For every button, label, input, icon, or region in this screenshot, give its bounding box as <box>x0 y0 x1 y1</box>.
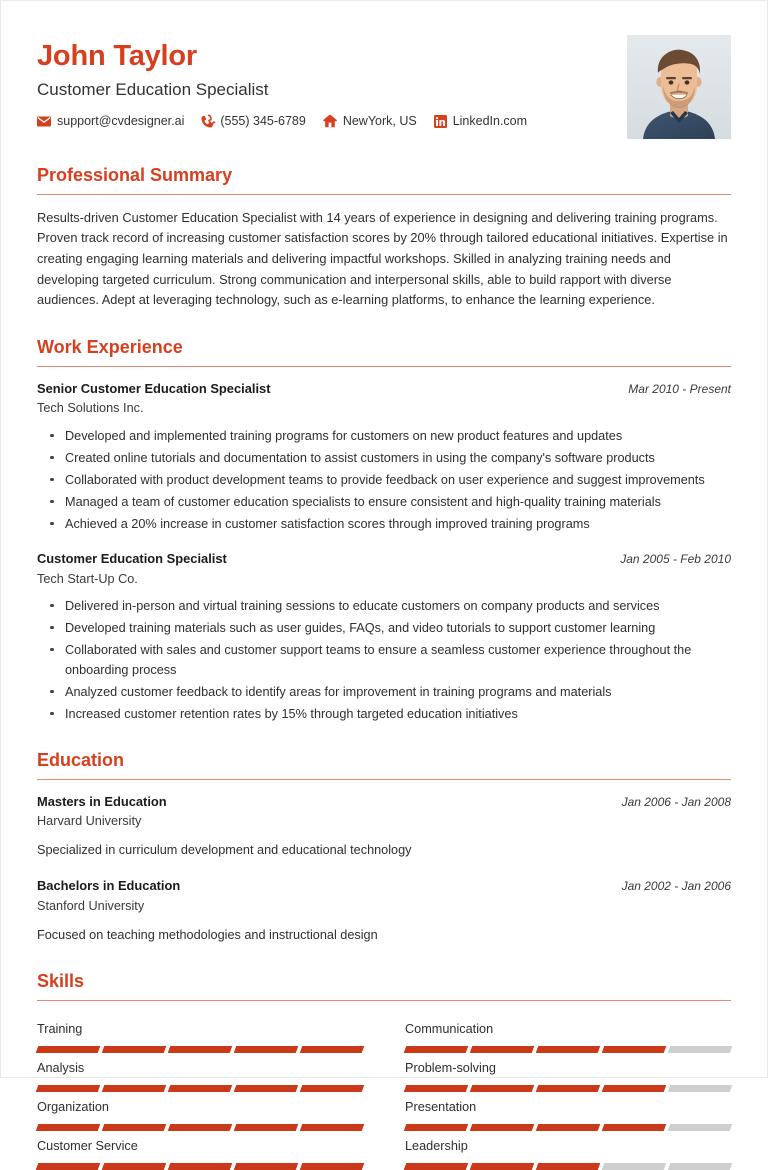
education-school: Harvard University <box>37 814 142 829</box>
skill-rating-bar <box>37 1085 363 1092</box>
education-entry-head <box>37 793 731 812</box>
list-item: Analyzed customer feedback to identify areas for improvement in training programs and materials <box>63 682 731 702</box>
section-title-work: Work Experience <box>37 337 183 358</box>
skill-rating-segment <box>668 1163 733 1170</box>
skill-name: Customer Service <box>37 1139 138 1154</box>
section-divider <box>37 1000 731 1001</box>
header-text-block <box>37 29 527 128</box>
skill-rating-segment <box>168 1085 233 1092</box>
list-item: Achieved a 20% increase in customer satisfaction scores through improved training programs <box>63 514 731 534</box>
work-entry <box>37 380 731 534</box>
skill-name: Organization <box>37 1100 109 1115</box>
skill-rating-bar <box>405 1046 731 1053</box>
list-item: Increased customer retention rates by 15% through targeted education initiatives <box>63 704 731 724</box>
education-entry <box>37 793 731 861</box>
work-bullets <box>37 426 731 534</box>
linkedin-icon <box>434 115 447 128</box>
avatar <box>627 35 731 139</box>
skill-rating-segment <box>536 1163 601 1170</box>
skill-rating-segment <box>102 1085 167 1092</box>
list-item: Created online tutorials and documentation to assist customers in using the company's software products <box>63 448 731 468</box>
skill-rating-segment <box>404 1046 469 1053</box>
skill-rating-segment <box>234 1124 299 1131</box>
education-entry-head <box>37 877 731 896</box>
skill-name: Presentation <box>405 1100 477 1115</box>
section-divider <box>37 366 731 367</box>
skill-rating-segment <box>234 1163 299 1170</box>
skill-rating-bar <box>37 1046 363 1053</box>
skill-rating-segment <box>602 1085 667 1092</box>
skill-rating-segment <box>602 1124 667 1131</box>
skill-name: Analysis <box>37 1061 85 1076</box>
skill-rating-segment <box>300 1124 365 1131</box>
skill-rating-bar <box>405 1085 731 1092</box>
work-entry <box>37 550 731 724</box>
list-item: Collaborated with sales and customer support teams to ensure a seamless customer experience throughout the onboarding process <box>63 640 731 680</box>
resume-header <box>37 29 731 139</box>
skill-rating-segment <box>470 1046 535 1053</box>
skill-item <box>37 1092 363 1131</box>
skill-rating-segment <box>102 1163 167 1170</box>
contact-row <box>37 114 527 128</box>
home-icon <box>323 115 337 128</box>
education-entry <box>37 877 731 945</box>
skill-rating-segment <box>168 1046 233 1053</box>
section-skills <box>37 971 731 1170</box>
skill-rating-segment <box>102 1046 167 1053</box>
education-school: Stanford University <box>37 898 145 913</box>
skill-rating-segment <box>536 1085 601 1092</box>
work-entry-head <box>37 550 731 569</box>
skill-rating-bar <box>37 1163 363 1170</box>
section-title-summary: Professional Summary <box>37 165 233 185</box>
skill-item <box>37 1053 363 1092</box>
work-date: Mar 2010 - Present <box>628 381 731 396</box>
skill-rating-bar <box>37 1124 363 1131</box>
skill-rating-segment <box>470 1163 535 1170</box>
skill-item <box>405 1053 731 1092</box>
education-description: Specialized in curriculum development and educational technology <box>37 843 412 858</box>
skill-rating-segment <box>470 1085 535 1092</box>
phone-icon <box>201 115 214 128</box>
skill-rating-segment <box>536 1124 601 1131</box>
education-date: Jan 2006 - Jan 2008 <box>621 794 731 809</box>
work-bullets <box>37 596 731 724</box>
work-entry-head <box>37 380 731 399</box>
skill-rating-segment <box>300 1046 365 1053</box>
skill-item <box>405 1092 731 1131</box>
section-professional-summary <box>37 165 731 311</box>
section-title-education: Education <box>37 749 125 770</box>
work-role: Customer Education Specialist <box>37 550 227 566</box>
list-item: Collaborated with product development teams to provide feedback on user experience and suggest improvements <box>63 470 731 490</box>
skill-rating-segment <box>602 1163 667 1170</box>
contact-location[interactable] <box>323 114 417 128</box>
work-company: Tech Solutions Inc. <box>37 401 144 416</box>
skill-rating-segment <box>470 1124 535 1131</box>
list-item: Managed a team of customer education specialists to ensure consistent and high-quality training materials <box>63 492 731 512</box>
education-description: Focused on teaching methodologies and instructional design <box>37 927 378 942</box>
skill-rating-segment <box>668 1085 733 1092</box>
skill-name: Problem-solving <box>405 1061 496 1076</box>
contact-location-text: NewYork, US <box>342 114 417 129</box>
education-degree: Bachelors in Education <box>37 878 181 893</box>
section-work-experience <box>37 337 731 724</box>
skill-rating-segment <box>668 1124 733 1131</box>
list-item: Delivered in-person and virtual training sessions to educate customers on company products and services <box>63 596 731 616</box>
skill-rating-segment <box>300 1163 365 1170</box>
skill-item <box>37 1014 363 1053</box>
section-divider <box>37 779 731 780</box>
skill-rating-segment <box>300 1085 365 1092</box>
list-item: Developed and implemented training programs for customers on new product features and updates <box>63 426 731 446</box>
skill-rating-bar <box>405 1124 731 1131</box>
skill-rating-bar <box>405 1163 731 1170</box>
skill-name: Communication <box>405 1022 494 1037</box>
envelope-icon <box>37 116 51 127</box>
skill-rating-segment <box>36 1163 101 1170</box>
skill-rating-segment <box>102 1124 167 1131</box>
skill-rating-segment <box>404 1124 469 1131</box>
education-degree: Masters in Education <box>37 793 167 809</box>
skill-name: Leadership <box>405 1139 468 1154</box>
contact-phone-text: (555) 345-6789 <box>220 114 306 129</box>
skill-rating-segment <box>668 1046 733 1053</box>
summary-text: Results-driven Customer Education Specialist with 14 years of experience in designing and delivering training programs. Proven track record of increasing customer satisfaction scores by 20% through tailored educational initiatives. Expertise in creating engaging learning materials and delivering impactful workshops. Skilled in analyzing training needs and developing targeted curriculum. Strong communication and interpersonal skills, able to build rapport with diverse audiences. Adept at leveraging technology, such as e-learning platforms, to enhance the learning experience. <box>37 209 728 308</box>
skill-rating-segment <box>536 1046 601 1053</box>
section-divider <box>37 194 731 195</box>
skill-rating-segment <box>404 1085 469 1092</box>
contact-email[interactable] <box>37 114 184 128</box>
candidate-name: John Taylor <box>37 40 198 72</box>
skill-rating-segment <box>36 1085 101 1092</box>
skills-grid <box>37 1014 731 1170</box>
contact-linkedin-text: LinkedIn.com <box>452 114 528 129</box>
candidate-job-title: Customer Education Specialist <box>37 79 269 99</box>
skill-rating-segment <box>234 1046 299 1053</box>
skill-rating-segment <box>168 1124 233 1131</box>
skill-rating-segment <box>404 1163 469 1170</box>
work-role: Senior Customer Education Specialist <box>37 380 271 396</box>
list-item: Developed training materials such as user guides, FAQs, and video tutorials to support customer learning <box>63 618 731 638</box>
work-date: Jan 2005 - Feb 2010 <box>620 551 731 566</box>
profile-photo <box>627 35 731 139</box>
education-date: Jan 2002 - Jan 2006 <box>621 879 731 893</box>
section-education <box>37 750 731 945</box>
skill-rating-segment <box>168 1163 233 1170</box>
skill-rating-segment <box>36 1124 101 1131</box>
section-title-skills: Skills <box>37 971 85 992</box>
skill-item <box>37 1131 363 1170</box>
skill-item <box>405 1014 731 1053</box>
skill-rating-segment <box>234 1085 299 1092</box>
contact-phone[interactable] <box>201 114 305 128</box>
skill-item <box>405 1131 731 1170</box>
work-company: Tech Start-Up Co. <box>37 571 138 586</box>
contact-email-text: support@cvdesigner.ai <box>57 114 185 129</box>
contact-linkedin[interactable] <box>434 114 527 128</box>
skill-name: Training <box>37 1022 83 1037</box>
skill-rating-segment <box>36 1046 101 1053</box>
skill-rating-segment <box>602 1046 667 1053</box>
